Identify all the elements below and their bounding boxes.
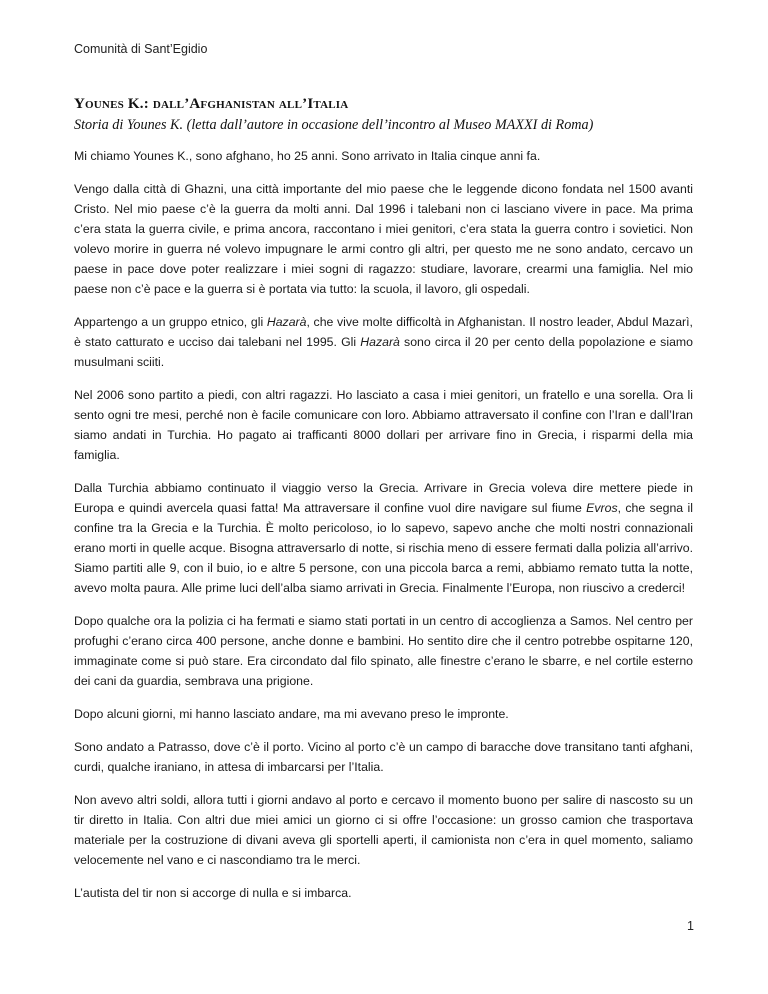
paragraph: Sono andato a Patrasso, dove c’è il porto. Vicino al porto c’è un campo di baracche dove transitano tanti afghani, curdi, qualche iraniano, in attesa di imbarcarsi per l’Italia. <box>74 740 693 774</box>
paragraph: Dopo qualche ora la polizia ci ha fermati e siamo stati portati in un centro di accoglienza a Samos. Nel centro per profughi c’erano circa 400 persone, anche donne e bambini. Ho sentito dire che il centro potrebbe ospitarne 120, immaginate come si può stare. Era circondato dal filo spinato, alle finestre c’erano le sbarre, e nel cortile esterno dei cani da guardia, sembrava una prigione. <box>74 614 693 688</box>
document-body <box>74 96 693 916</box>
document-title: Younes K.: dall’Afghanistan all’Italia <box>74 96 349 112</box>
paragraph: Dopo alcuni giorni, mi hanno lasciato andare, ma mi avevano preso le impronte. <box>74 707 509 721</box>
paragraph: Nel 2006 sono partito a piedi, con altri ragazzi. Ho lasciato a casa i miei genitori, un fratello e una sorella. Ora li sento ogni tre mesi, perché non è facile comunicare con loro. Abbiamo attraversato il confine con l’Iran e dall’Iran siamo andati in Turchia. Ho pagato ai trafficanti 8000 dollari per arrivare fino in Grecia, i risparmi della mia famiglia. <box>74 388 693 462</box>
paragraph: Mi chiamo Younes K., sono afghano, ho 25 anni. Sono arrivato in Italia cinque anni fa. <box>74 149 541 163</box>
paragraph: Appartengo a un gruppo etnico, gli Hazarà, che vive molte difficoltà in Afghanistan. Il nostro leader, Abdul Mazarì, è stato catturato e ucciso dai talebani nel 1995. Gli Hazarà sono circa il 20 per cento della popolazione e siamo musulmani sciiti. <box>74 315 693 369</box>
paragraph: L’autista del tir non si accorge di nulla e si imbarca. <box>74 886 352 900</box>
paragraph: Non avevo altri soldi, allora tutti i giorni andavo al porto e cercavo il momento buono per salire di nascosto su un tir diretto in Italia. Con altri due miei amici un giorno ci si offre l’occasione: un grosso camion che trasportava materiale per la costruzione di divani aveva gli sportelli aperti, il camionista non c’era in quel momento, saliamo velocemente nel vano e ci nascondiamo tra le merci. <box>74 793 693 867</box>
page-number: 1 <box>687 919 694 933</box>
paragraph: Vengo dalla città di Ghazni, una città importante del mio paese che le leggende dicono fondata nel 1500 avanti Cristo. Nel mio paese c’è la guerra da molti anni. Dal 1996 i talebani non ci lasciano vivere in pace. Ma prima c’era stata la guerra civile, e prima ancora, raccontano i miei genitori, c’era stata la guerra contro i sovietici. Non volevo morire in guerra né volevo impugnare le armi contro gli altri, per questo me ne sono andato, cercavo un paese in pace dove poter realizzare i miei sogni di ragazzo: studiare, lavorare, crearmi una famiglia. Nel mio paese non c’è pace e la guerra si è portata via tutto: la scuola, il lavoro, gli ospedali. <box>74 182 693 296</box>
paragraph: Dalla Turchia abbiamo continuato il viaggio verso la Grecia. Arrivare in Grecia voleva dire mettere piede in Europa e quindi avercela quasi fatta! Ma attraversare il confine vuol dire navigare sul fiume Evros, che segna il confine tra la Grecia e la Turchia. È molto pericoloso, io lo sapevo, sapevo anche che molti nostri connazionali erano morti in quelle acque. Bisogna attraversarlo di notte, si rischia meno di essere fermati dalla polizia all’arrivo. Siamo partiti alle 9, con il buio, io e altre 5 persone, con una piccola barca a remi, abbiamo remato tutta la notte, avevo molta paura. Alle prime luci dell’alba siamo arrivati in Grecia. Finalmente l’Europa, non riuscivo a crederci! <box>74 481 693 595</box>
page-header: Comunità di Sant’Egidio <box>74 42 208 56</box>
document-subtitle: Storia di Younes K. (letta dall’autore in occasione dell’incontro al Museo MAXXI di Roma) <box>74 117 594 133</box>
